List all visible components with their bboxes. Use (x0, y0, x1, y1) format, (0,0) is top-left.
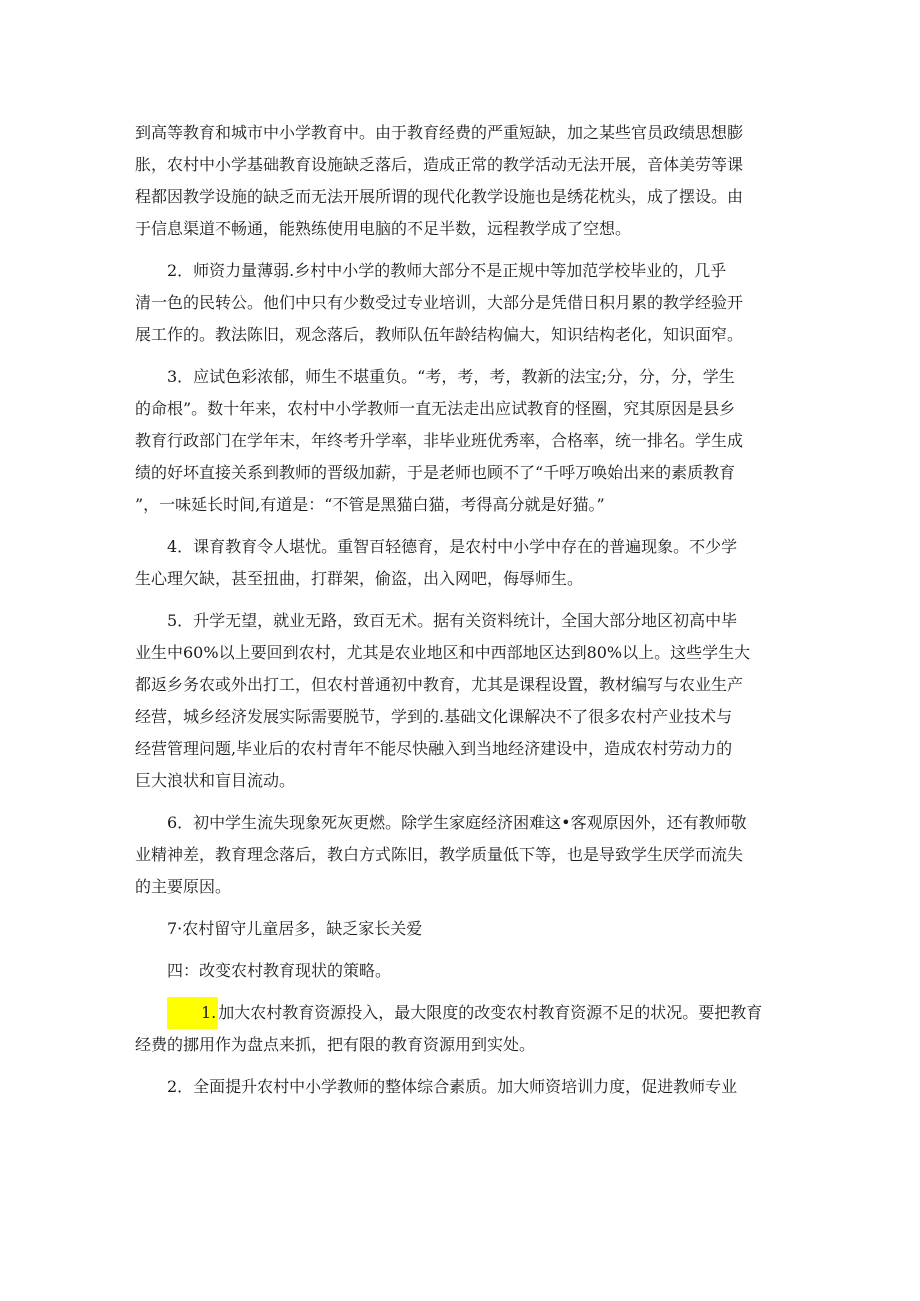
paragraph-exam-pressure (135, 361, 780, 521)
paragraph-left-behind-children (135, 913, 780, 945)
text-line: 业生中60%以上要回到农村，尤其是农业地区和中西部地区达到80%以上。这些学生大 (135, 643, 751, 662)
paragraph-teacher-quality (135, 1071, 780, 1103)
text-line: 生心理欠缺，甚至扭曲，打群架，偷盗，出入网吧，侮辱师生。 (135, 569, 584, 588)
text-line: 业精神差，教育理念落后，教白方式陈旧，教学质量低下等，也是导致学生厌学而流失 (135, 845, 744, 864)
text-line: 的主要原因。 (135, 877, 232, 896)
text-line: 程都因教学设施的缺乏而无法开展所谓的现代化教学设施也是绣花枕头，成了摆设。由 (135, 187, 744, 206)
paragraph-continuation (135, 117, 780, 245)
text-line: 4．课育教育令人堪忧。重智百轻德育，是农村中小学中存在的普遍现象。不少学 (167, 537, 738, 556)
text-run: 加大农村教育资源投入，最大限度的改变农村教育资源不足的状况。要把教育 (218, 1003, 763, 1022)
text-line: 经费的挪用作为盘点来抓，把有限的教育资源用到实处。 (135, 1035, 536, 1054)
text-line: 绩的好坏直接关系到教师的晋级加薪，于是老师也顾不了“千呼万唤始出来的素质教育 (135, 463, 736, 482)
paragraph-employment (135, 605, 780, 797)
text-line (135, 997, 780, 1029)
highlighted-number: 1. (167, 997, 218, 1029)
document-body (135, 117, 780, 1113)
text-line: 清一色的民转公。他们中只有少数受过专业培训，大部分是凭借日积月累的教学经验开 (135, 293, 744, 312)
text-line: 于信息渠道不畅通，能熟练使用电脑的不足半数，远程教学成了空想。 (135, 219, 632, 238)
text-line: 6．初中学生流失现象死灰更燃。除学生家庭经济困难这•客观原因外，还有教师敬 (167, 813, 747, 832)
text-line: 5．升学无望，就业无路，致百无术。据有关资料统计，全国大部分地区初高中毕 (167, 611, 738, 630)
text-line: ”，一味延长时间,有道是：“不管是黑猫白猫，考得高分就是好猫。” (135, 495, 605, 514)
text-line: 2．师资力量薄弱.乡村中小学的教师大部分不是正规中等加范学校毕业的，几乎 (167, 261, 727, 280)
text-line: 经营，城乡经济发展实际需要脱节，学到的.基础文化课解决不了很多农村产业技术与 (135, 707, 733, 726)
text-line: 展工作的。教法陈旧，观念落后，教师队伍年龄结构偏大，知识结构老化，知识面窄。 (135, 325, 744, 344)
section-heading-strategies (135, 955, 780, 987)
text-line: 教育行政部门在学年末，年终考升学率，非毕业班优秀率，合格率，统一排名。学生成 (135, 431, 744, 450)
text-line: 经营管理问题,毕业后的农村青年不能尽快融入到当地经济建设中，造成农村劳动力的 (135, 739, 733, 758)
text-line: 到高等教育和城市中小学教育中。由于教育经费的严重短缺，加之某些官员政绩思想膨 (135, 123, 744, 142)
text-line: 2．全面提升农村中小学教师的整体综合素质。加大师资培训力度，促进教师专业 (167, 1077, 738, 1096)
paragraph-moral-education (135, 531, 780, 595)
text-line: 的命根”。数十年来，农村中小学教师一直无法走出应试教育的怪圈，究其原因是县乡 (135, 399, 736, 418)
text-line: 3．应试色彩浓郁，师生不堪重负。“考，考，考，教新的法宝;分，分，分，学生 (167, 367, 735, 386)
paragraph-dropout (135, 807, 780, 903)
paragraph-increase-resources (135, 997, 780, 1061)
text-line: 四：改变农村教育现状的策略。 (167, 961, 392, 980)
text-line: 7·农村留守儿童居多，缺乏家长关爱 (167, 919, 423, 938)
paragraph-teacher-strength (135, 255, 780, 351)
text-line: 胀，农村中小学基础教育设施缺乏落后，造成正常的教学活动无法开展，音体美劳等课 (135, 155, 744, 174)
text-line: 巨大浪状和盲目流动。 (135, 771, 296, 790)
text-line: 都返乡务农或外出打工，但农村普通初中教育，尤其是课程设置，教材编写与农业生产 (135, 675, 744, 694)
